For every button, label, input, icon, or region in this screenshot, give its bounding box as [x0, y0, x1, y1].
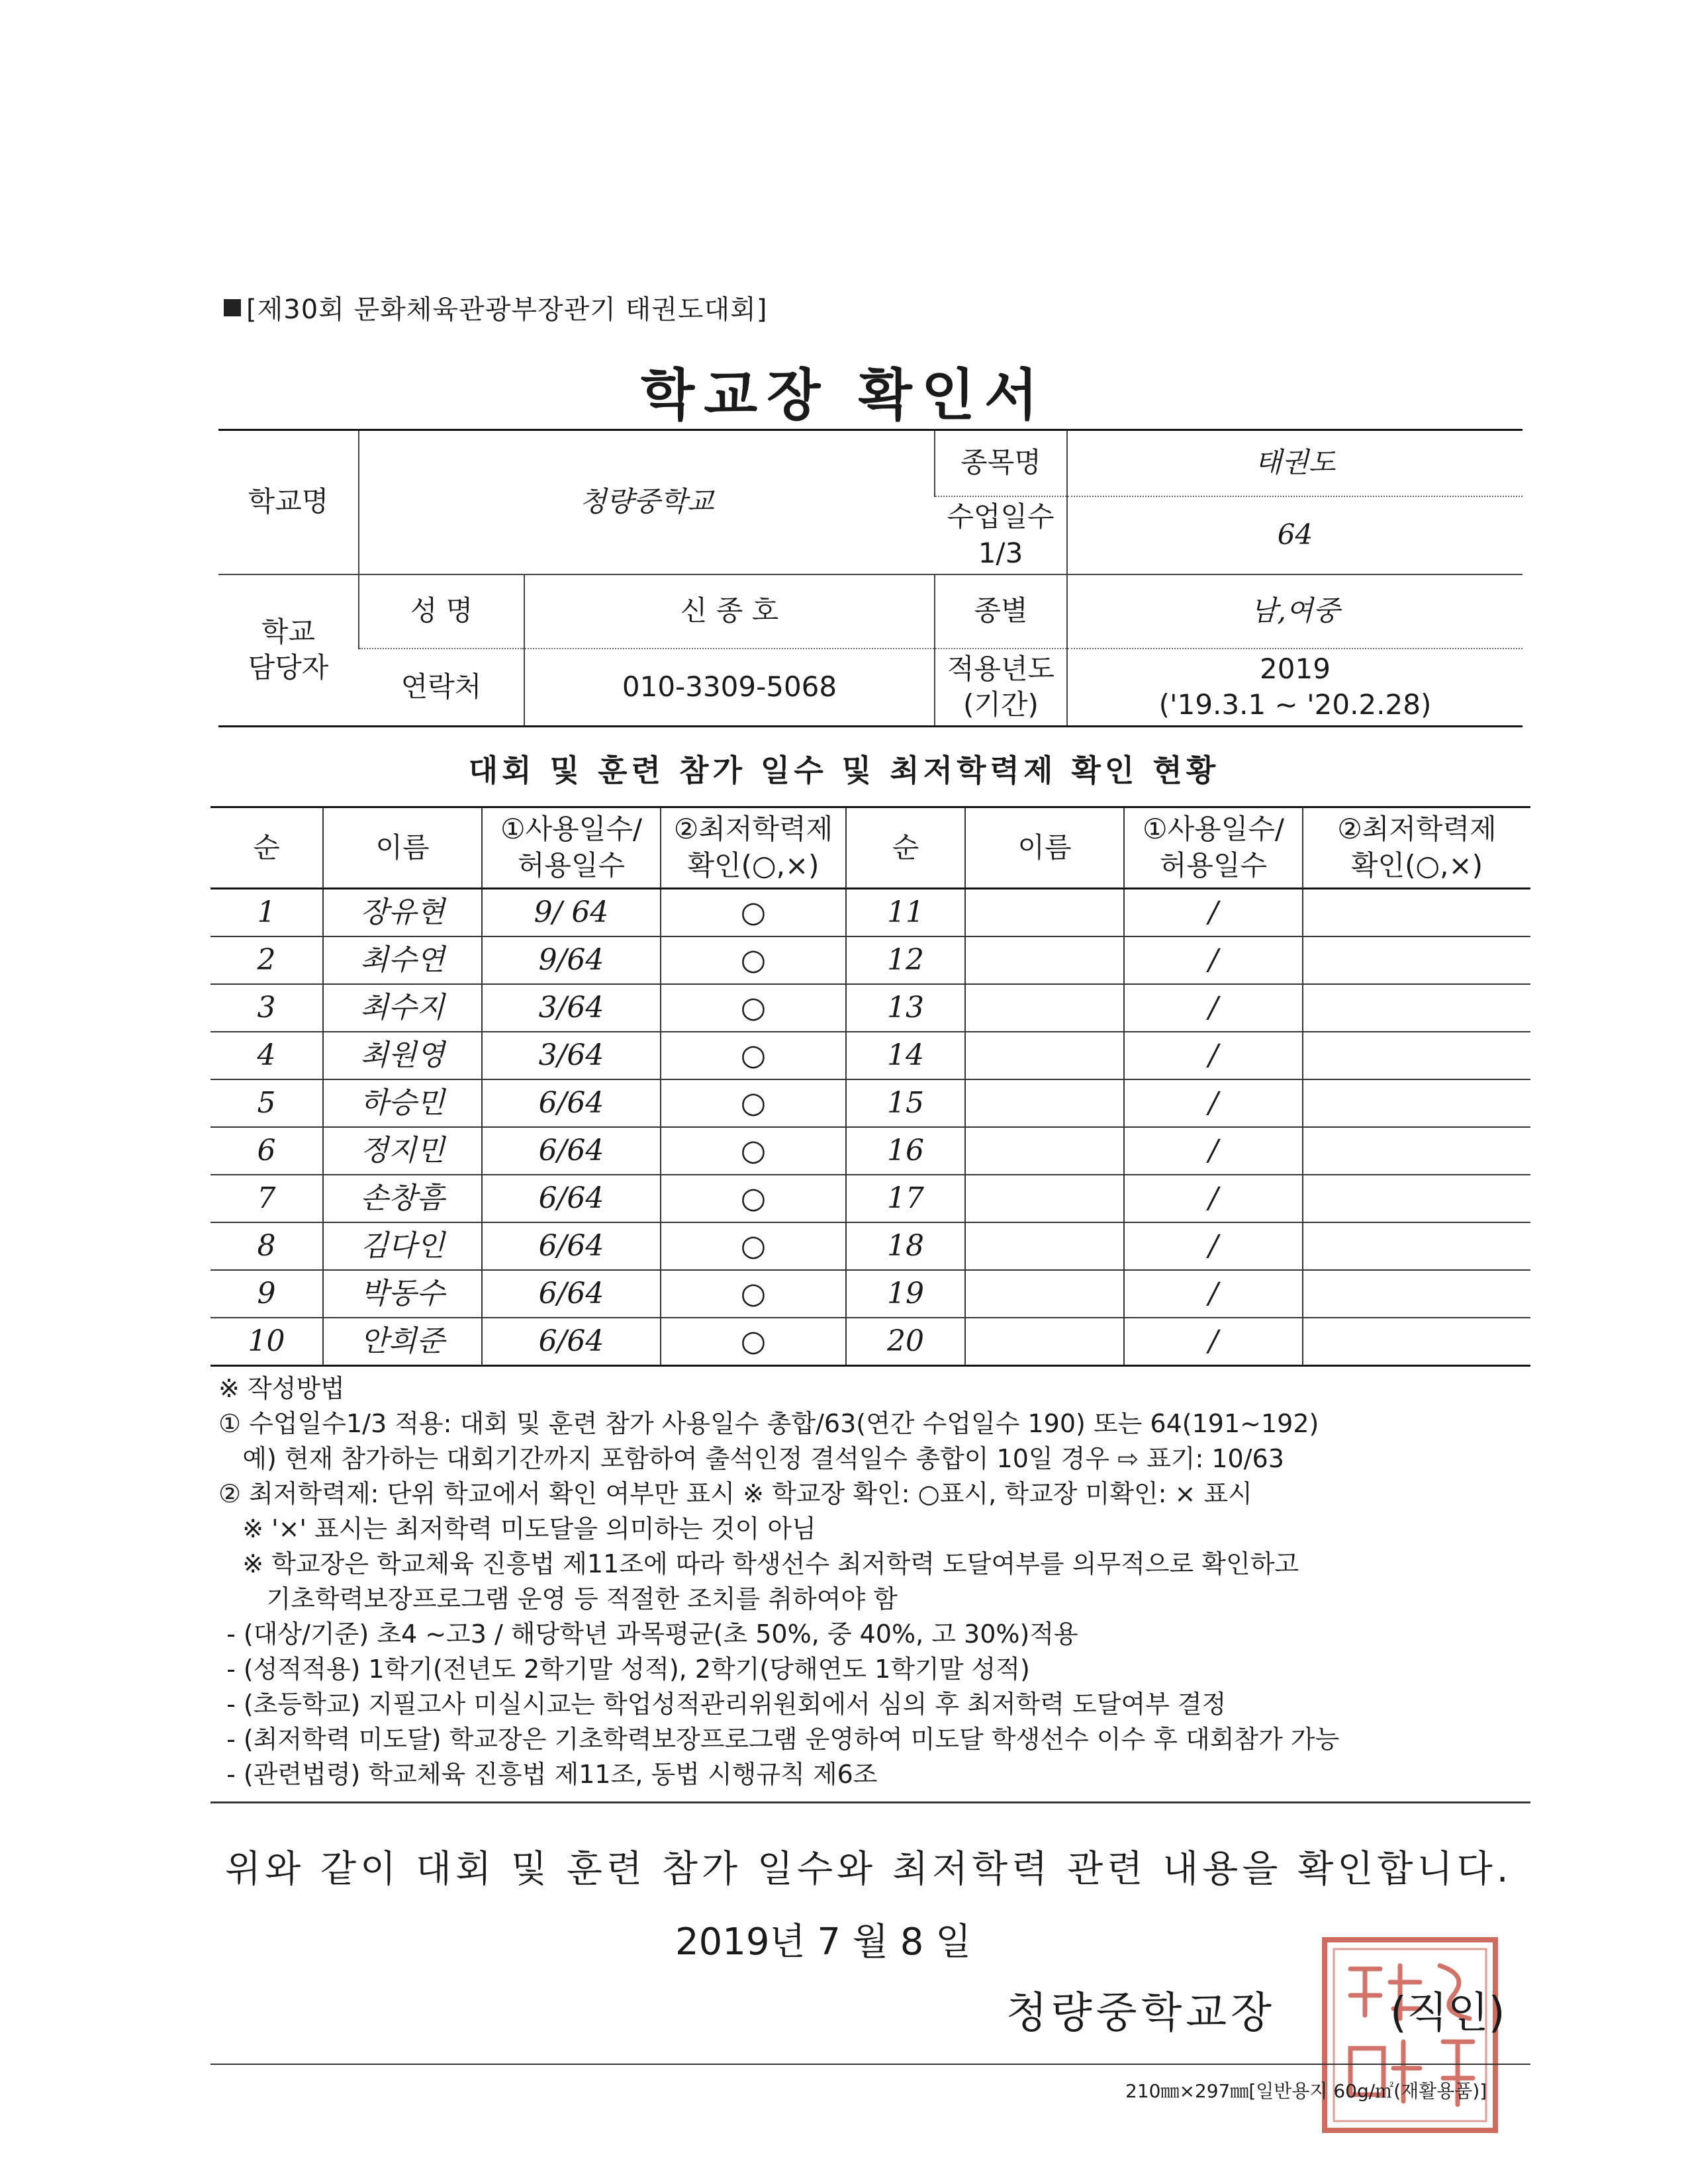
header-check-line1: ②최저학력제	[673, 813, 833, 846]
square-bullet-icon	[224, 299, 241, 316]
row-name: 안희준	[323, 1318, 482, 1366]
row-check	[1303, 1270, 1530, 1318]
header-days-line2: 허용일수	[517, 849, 626, 882]
issue-date: 2019년 7 월 8 일	[675, 1921, 972, 1964]
row-days: 3/64	[482, 984, 661, 1032]
row-check: ○	[661, 984, 846, 1032]
table-row	[211, 1175, 1530, 1222]
row-name	[965, 936, 1124, 984]
row-check: ○	[661, 1079, 846, 1127]
row-no: 2	[211, 936, 323, 984]
row-no: 1	[211, 889, 323, 937]
row-name: 정지민	[323, 1127, 482, 1175]
row-check	[1303, 1127, 1530, 1175]
row-days: 6/64	[482, 1079, 661, 1127]
row-no: 18	[846, 1222, 965, 1270]
table-row	[211, 1079, 1530, 1127]
row-name: 김다인	[323, 1222, 482, 1270]
row-days: /	[1124, 1222, 1303, 1270]
event-label	[224, 289, 767, 326]
event-label-text: [제30회 문화체육관광부장관기 태권도대회]	[246, 295, 768, 325]
info-table	[218, 429, 1523, 727]
row-check: ○	[661, 936, 846, 984]
row-name	[965, 1032, 1124, 1079]
year-label	[935, 649, 1067, 727]
row-check: ○	[661, 889, 846, 937]
sport-label: 종목명	[935, 430, 1067, 496]
row-days: 3/64	[482, 1032, 661, 1079]
roster-header-row	[211, 807, 1530, 889]
row-check: ○	[661, 1318, 846, 1366]
class-days-value: 64	[1067, 496, 1523, 574]
row-no: 7	[211, 1175, 323, 1222]
table-row	[211, 984, 1530, 1032]
contact-value: 010-3309-5068	[524, 649, 935, 727]
row-no: 13	[846, 984, 965, 1032]
year-value	[1067, 649, 1523, 727]
row-check	[1303, 889, 1530, 937]
header-check-2-line1: ②최저학력제	[1337, 813, 1497, 846]
row-check	[1303, 1079, 1530, 1127]
table-row	[211, 1270, 1530, 1318]
row-no: 5	[211, 1079, 323, 1127]
section-title: 대회 및 훈련 참가 일수 및 최저학력제 확인 현황	[468, 752, 1220, 788]
manager-label-line1: 학교	[261, 615, 316, 648]
row-days: 6/64	[482, 1318, 661, 1366]
row-days: /	[1124, 936, 1303, 984]
year-text: 2019	[1260, 652, 1331, 685]
row-check: ○	[661, 1032, 846, 1079]
name-label: 성 명	[359, 574, 524, 649]
year-label-line1: 적용년도	[947, 652, 1055, 685]
table-row	[211, 936, 1530, 984]
row-days: /	[1124, 1318, 1303, 1366]
divider	[211, 1801, 1530, 1803]
year-label-line2: (기간)	[963, 688, 1039, 721]
note-line: - (초등학교) 지필고사 미실시교는 학업성적관리위원회에서 심의 후 최저학력 도달여부 결정	[218, 1690, 1227, 1719]
class-days-label-line1: 수업일수	[947, 500, 1055, 533]
school-name-label: 학교명	[218, 430, 359, 574]
header-check-line2: 확인(○,×)	[687, 849, 820, 882]
header-name-2: 이름	[965, 807, 1124, 889]
note-line: ※ 작성방법	[218, 1374, 345, 1403]
contact-label: 연락처	[359, 649, 524, 727]
row-name	[965, 1318, 1124, 1366]
row-check	[1303, 1222, 1530, 1270]
signer-title: 청량중학교장	[1006, 1989, 1276, 2038]
row-no: 4	[211, 1032, 323, 1079]
row-days: 9/ 64	[482, 889, 661, 937]
row-check: ○	[661, 1270, 846, 1318]
row-name: 최수연	[323, 936, 482, 984]
paper-spec-footer: 210㎜×297㎜[일반용지 60g/㎡(재활용품)]	[1125, 2080, 1487, 2102]
notes-section	[218, 1371, 1536, 1792]
row-name: 손창흠	[323, 1175, 482, 1222]
note-line: - (성적적용) 1학기(전년도 2학기말 성적), 2학기(당해연도 1학기말 성적)	[218, 1655, 1030, 1684]
row-check	[1303, 1318, 1530, 1366]
row-name	[965, 1222, 1124, 1270]
row-name: 최수지	[323, 984, 482, 1032]
header-check-2	[1303, 807, 1530, 889]
row-no: 15	[846, 1079, 965, 1127]
footer-divider	[211, 2064, 1530, 2065]
row-no: 6	[211, 1127, 323, 1175]
row-days: 6/64	[482, 1127, 661, 1175]
row-check: ○	[661, 1127, 846, 1175]
table-row	[211, 1222, 1530, 1270]
row-no: 16	[846, 1127, 965, 1175]
row-days: /	[1124, 1032, 1303, 1079]
row-name: 박동수	[323, 1270, 482, 1318]
note-line: 예) 현재 참가하는 대회기간까지 포함하여 출석인정 결석일수 총합이 10일 경우 ⇨ 표기: 10/63	[218, 1444, 1284, 1473]
row-days: /	[1124, 1270, 1303, 1318]
note-line: - (관련법령) 학교체육 진흥법 제11조, 동법 시행규칙 제6조	[218, 1760, 878, 1789]
header-days-2-line2: 허용일수	[1159, 849, 1268, 882]
row-days: 9/64	[482, 936, 661, 984]
row-days: 6/64	[482, 1175, 661, 1222]
row-check: ○	[661, 1222, 846, 1270]
row-days: 6/64	[482, 1270, 661, 1318]
manager-label-line2: 담당자	[248, 651, 329, 684]
row-days: /	[1124, 1127, 1303, 1175]
note-line: - (최저학력 미도달) 학교장은 기초학력보장프로그램 운영하여 미도달 학생선수 이수 후 대회참가 가능	[218, 1725, 1340, 1754]
row-name	[965, 889, 1124, 937]
row-no: 19	[846, 1270, 965, 1318]
row-days: 6/64	[482, 1222, 661, 1270]
row-name	[965, 984, 1124, 1032]
row-check	[1303, 936, 1530, 984]
note-line: ※ 학교장은 학교체육 진흥법 제11조에 따라 학생선수 최저학력 도달여부를 의무적으로 확인하고	[218, 1549, 1299, 1578]
name-value: 신 종 호	[524, 574, 935, 649]
row-no: 3	[211, 984, 323, 1032]
note-line: ② 최저학력제: 단위 학교에서 확인 여부만 표시 ※ 학교장 확인: ○표시, 학교장 미확인: × 표시	[218, 1479, 1252, 1508]
row-no: 11	[846, 889, 965, 937]
header-no-2: 순	[846, 807, 965, 889]
row-no: 12	[846, 936, 965, 984]
school-name-value: 청량중학교	[359, 430, 935, 574]
note-line: ※ '×' 표시는 최저학력 미도달을 의미하는 것이 아님	[218, 1514, 816, 1543]
row-check	[1303, 1032, 1530, 1079]
row-check: ○	[661, 1175, 846, 1222]
period-text: ('19.3.1 ~ '20.2.28)	[1158, 688, 1432, 721]
header-check	[661, 807, 846, 889]
note-line: 기초학력보장프로그램 운영 등 적절한 조치를 취하여야 함	[218, 1584, 898, 1614]
row-days: /	[1124, 1079, 1303, 1127]
row-no: 17	[846, 1175, 965, 1222]
confirm-statement: 위와 같이 대회 및 훈련 참가 일수와 최저학력 관련 내용을 확인합니다.	[225, 1848, 1513, 1891]
row-name	[965, 1175, 1124, 1222]
gender-label: 종별	[935, 574, 1067, 649]
class-days-label-line2: 1/3	[978, 536, 1023, 569]
note-line: ① 수업일수1/3 적용: 대회 및 훈련 참가 사용일수 총합/63(연간 수업일수 190) 또는 64(191~192)	[218, 1409, 1319, 1438]
row-no: 20	[846, 1318, 965, 1366]
page-title: 학교장 확인서	[640, 363, 1048, 428]
row-name: 최원영	[323, 1032, 482, 1079]
seal-label: (직인)	[1390, 1989, 1505, 2038]
row-check	[1303, 1175, 1530, 1222]
class-days-label	[935, 496, 1067, 574]
table-row	[211, 889, 1530, 937]
header-days	[482, 807, 661, 889]
row-name: 장유현	[323, 889, 482, 937]
row-days: /	[1124, 889, 1303, 937]
gender-value: 남,여중	[1067, 574, 1523, 649]
table-row	[211, 1032, 1530, 1079]
row-name	[965, 1270, 1124, 1318]
row-check	[1303, 984, 1530, 1032]
header-name: 이름	[323, 807, 482, 889]
header-days-2-line1: ①사용일수/	[1142, 813, 1285, 846]
row-no: 9	[211, 1270, 323, 1318]
table-row	[211, 1127, 1530, 1175]
row-days: /	[1124, 1175, 1303, 1222]
header-days-2	[1124, 807, 1303, 889]
row-no: 10	[211, 1318, 323, 1366]
row-name: 하승민	[323, 1079, 482, 1127]
header-check-2-line2: 확인(○,×)	[1350, 849, 1483, 882]
header-days-line1: ①사용일수/	[500, 813, 643, 846]
note-line: - (대상/기준) 초4 ~고3 / 해당학년 과목평균(초 50%, 중 40%, 고 30%)적용	[218, 1619, 1078, 1649]
row-no: 14	[846, 1032, 965, 1079]
row-no: 8	[211, 1222, 323, 1270]
sport-value: 태권도	[1067, 430, 1523, 496]
header-no: 순	[211, 807, 323, 889]
manager-label	[218, 574, 359, 727]
table-row	[211, 1318, 1530, 1366]
roster-table	[211, 806, 1530, 1367]
row-days: /	[1124, 984, 1303, 1032]
row-name	[965, 1079, 1124, 1127]
row-name	[965, 1127, 1124, 1175]
